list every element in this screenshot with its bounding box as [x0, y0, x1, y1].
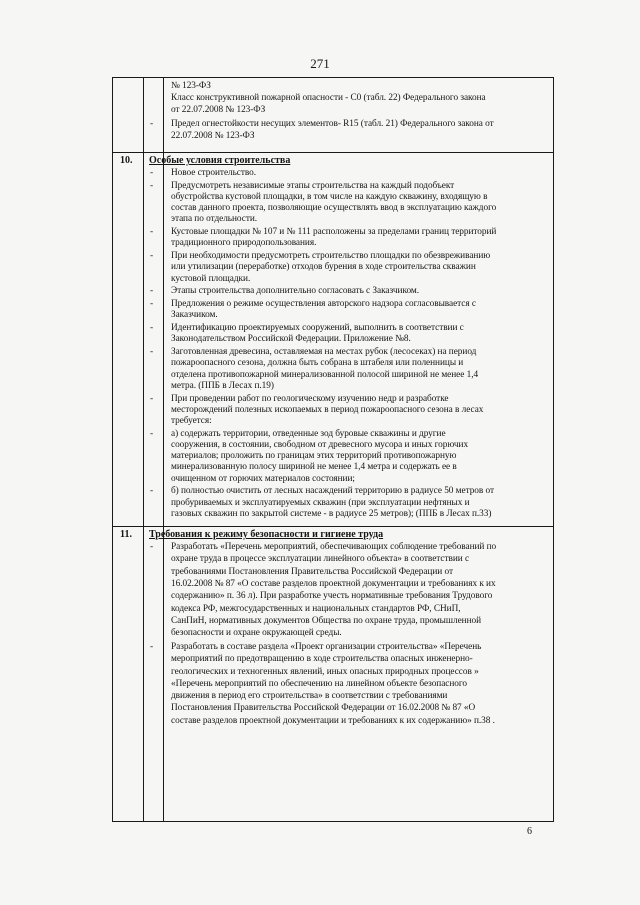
list-item-line: требуется: [171, 416, 212, 426]
bullet-dash: - [150, 180, 154, 191]
list-item-line: СанПиН, нормативных документов Общества по охране труда, промышленной [171, 615, 482, 626]
list-item-line: геологических и техногенных явлений, иных опасных природных процессов » [171, 666, 479, 677]
list-item-line: традиционного природопользования. [171, 238, 317, 249]
top-text-line: № 123-ФЗ [171, 81, 211, 91]
list-item-line: метра. (ППБ в Лесах п.19) [171, 380, 274, 391]
section-title: Особые условия строительства [149, 155, 291, 166]
section-number: 11. [120, 529, 132, 540]
bullet-dash: - [150, 227, 154, 238]
top-bullet-line: Предел огнестойкости несущих элементов- R15 (табл. 21) Федерального закона от [171, 119, 494, 129]
list-item-line: очищенном от горючих материалов состоянии; [171, 473, 355, 484]
page-number: 271 [310, 56, 330, 71]
section-number: 10. [120, 155, 133, 166]
list-item-line: обустройства кустовой площадки, в том числе на каждую скважину, входящую в [171, 192, 488, 202]
list-item-line: движения в период его строительства» в соответствии с требованиями [171, 691, 448, 702]
list-item-line: мероприятий по предотвращению в ходе строительства опасных инженерно- [171, 654, 473, 665]
list-item-line: Законодательством Российской Федерации. Приложение №8. [171, 334, 411, 345]
list-item-line: материалов; проложить по границам этих территорий противопожарную [171, 451, 457, 462]
list-item-line: Предусмотреть независимые этапы строительства на каждый подобъект [171, 180, 455, 191]
list-item-line: составе разделов проектной документации и требованиях к их содержанию» п.38 . [171, 715, 495, 726]
list-item-line: Предложения о режиме осуществления авторского надзора согласовывается с [171, 299, 476, 310]
bullet-dash: - [150, 347, 154, 358]
section-11-top-border [113, 526, 553, 527]
list-item-line: 16.02.2008 № 87 «О составе разделов проектной документации и требованиях к их [171, 578, 496, 589]
footer-page-number: 6 [527, 826, 532, 837]
bullet-dash: - [150, 286, 154, 297]
list-item-line: Заказчиком. [171, 310, 218, 321]
list-item-line: а) содержать территории, отведенные зод буровые скважины и другие [171, 428, 446, 439]
top-text-line: от 22.07.2008 № 123-ФЗ [171, 105, 266, 115]
list-item-line: Идентификацию проектируемых сооружений, выполнить в соответствии с [171, 323, 464, 334]
list-item-line: этапа по отдельности. [171, 214, 258, 225]
list-item-line: требованиями Постановления Правительства Российской Федерации от [171, 566, 453, 577]
list-item-line: охране труда в процессе эксплуатации линейного объекта» в соответствии с [171, 554, 470, 565]
list-item-line: Этапы строительства дополнительно согласовать с Заказчиком. [171, 286, 419, 297]
number-column-divider [143, 78, 144, 821]
list-item-line: безопасности и охране окружающей среды. [171, 628, 342, 639]
bullet-dash: - [150, 393, 154, 404]
list-item-line: отделена противопожарной минерализованной полосой шириной не менее 1,4 [171, 369, 479, 380]
list-item-line: Разработать «Перечень мероприятий, обеспечивающих соблюдение требований по [171, 542, 497, 552]
bullet-dash: - [150, 299, 154, 310]
bullet-dash: - [150, 428, 154, 439]
list-item-line: пробуриваемых и эксплуатируемых скважин (при эксплуатации нефтяных и [171, 497, 470, 508]
list-item-line: сооружения, в состоянии, свободном от древесного мусора и иных горючих [171, 440, 469, 450]
list-item-line: состав данного проекта, позволяющие осуществлять ввод в эксплуатацию каждого [171, 203, 497, 214]
list-item-line: кодекса РФ, межгосударственных и национальных стандартов РФ, СНиП, [171, 603, 461, 614]
bullet-dash: - [150, 486, 154, 497]
bullet-dash: - [150, 168, 154, 178]
bullet-dash: - [150, 542, 154, 552]
list-item-line: пожароопасного сезона, должна быть собрана в штабеля или поленницы и [171, 358, 464, 369]
bullet-dash: - [150, 323, 154, 334]
bullet-dash: - [150, 641, 154, 652]
dash-column-divider [163, 78, 164, 821]
list-item-line: минерализованную полосу шириной не менее 1,4 метра и содержать ее в [171, 462, 457, 473]
list-item-line: Постановления Правительства Российской Федерации от 16.02.2008 № 87 «О [171, 703, 476, 714]
list-item-line: Кустовые площадки № 107 и № 111 расположены за пределами границ территорий [171, 227, 497, 238]
list-item-line: Заготовленная древесина, оставляемая на местах рубок (лесосеках) на период [171, 347, 477, 358]
requirements-table [112, 77, 554, 822]
section-title: Требования к режиму безопасности и гигиене труда [149, 529, 384, 540]
list-item-line: При необходимости предусмотреть строительство площадки по обезвреживанию [171, 251, 491, 262]
top-text-line: Класс конструктивной пожарной опасности - С0 (табл. 22) Федерального закона [171, 93, 486, 103]
list-item-line: или утилизации (переработке) отходов бурения в ходе строительства скважин [171, 262, 476, 273]
list-item-line: «Перечень мероприятий по обеспечению на линейном объекте безопасного [171, 678, 468, 689]
list-item-line: Новое строительство. [171, 168, 257, 178]
list-item-line: газовых скважин по закрытой системе - в радиусе 25 метров); (ППБ в Лесах п.33) [171, 508, 492, 519]
top-bullet-line: 22.07.2008 № 123-ФЗ [171, 131, 255, 141]
list-item-line: б) полностью очистить от лесных насаждений территорию в радиусе 50 метров от [171, 486, 495, 497]
list-item-line: кустовой площадки. [171, 273, 251, 284]
list-item-line: Разработать в составе раздела «Проект организации строительства» «Перечень [171, 641, 482, 652]
bullet-dash: - [150, 119, 154, 129]
list-item-line: содержанию» п. 36 л). При разработке учесть нормативные требования Трудового [171, 591, 493, 602]
section-10-top-border [113, 152, 553, 153]
bullet-dash: - [150, 251, 154, 262]
list-item-line: При проведении работ по геологическому изучению недр и разработке [171, 393, 449, 404]
list-item-line: месторождений полезных ископаемых в период пожароопасного сезона в лесах [171, 404, 484, 415]
